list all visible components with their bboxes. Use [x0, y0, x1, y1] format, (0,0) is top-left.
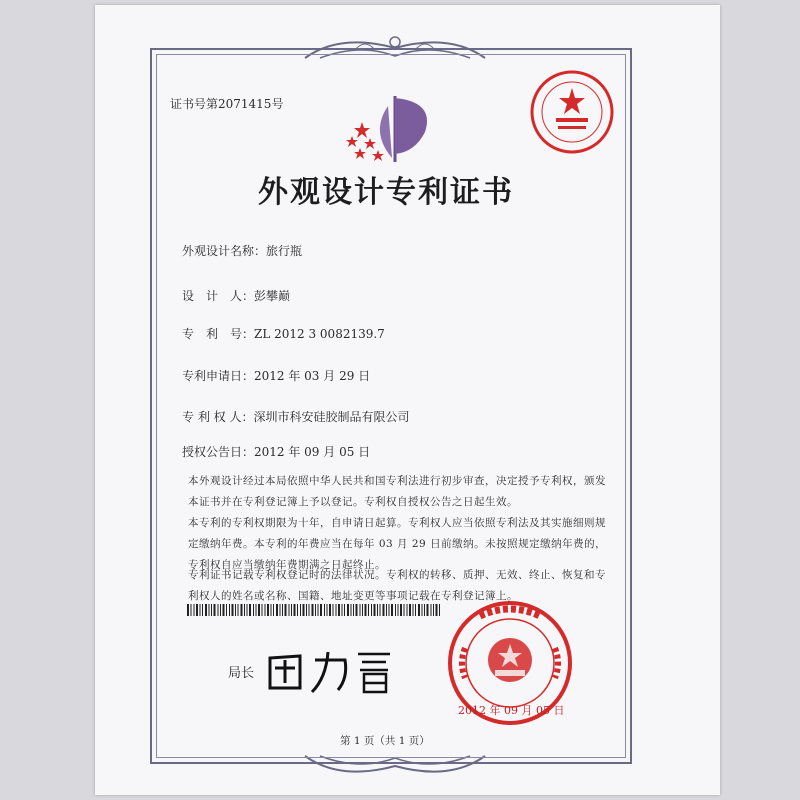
- certificate-number: 证书号第2071415号: [170, 97, 284, 111]
- paragraph-1: 本外观设计经过本局依照中华人民共和国专利法进行初步审查，决定授予专利权，颁发本证书并在专利登记簿上予以登记。专利权自授权公告之日起生效。: [188, 475, 606, 508]
- agency-stamp-icon: [528, 68, 616, 156]
- director-label: 局长: [228, 666, 255, 681]
- sipo-logo-icon: [340, 92, 450, 168]
- document-title: 外观设计专利证书: [258, 175, 514, 210]
- director-signature: [260, 638, 400, 698]
- patentee-field: 专 利 权 人：深圳市科安硅胶制品有限公司: [182, 410, 410, 424]
- filing-date-field: 专利申请日：2012 年 03 月 29 日: [182, 369, 371, 383]
- barcode: [187, 604, 442, 616]
- design-name-field: 外观设计名称：旅行瓶: [182, 244, 303, 258]
- grant-date-field: 授权公告日：2012 年 09 月 05 日: [182, 445, 371, 459]
- designer-field: 设 计 人：彭攀巅: [182, 289, 291, 303]
- patent-number-field: 专 利 号：ZL 2012 3 0082139.7: [182, 327, 385, 341]
- paragraph-2: 本专利的专利权期限为十年，自申请日起算。专利权人应当依照专利法及其实施细则规定缴纳年费。本专利的年费应当在每年 03 月 29 日前缴纳。未按照规定缴纳年费的，专利权自应当缴纳年费期满之日起终止。: [188, 517, 607, 571]
- paragraph-3: 专利证书记载专利权登记时的法律状况。专利权的转移、质押、无效、终止、恢复和专利权人的姓名或名称、国籍、地址变更等事项记载在专利登记簿上。: [188, 569, 606, 602]
- page-footer: 第 1 页（共 1 页）: [340, 735, 430, 747]
- seal-date: 2012 年 09 月 05 日: [458, 704, 565, 717]
